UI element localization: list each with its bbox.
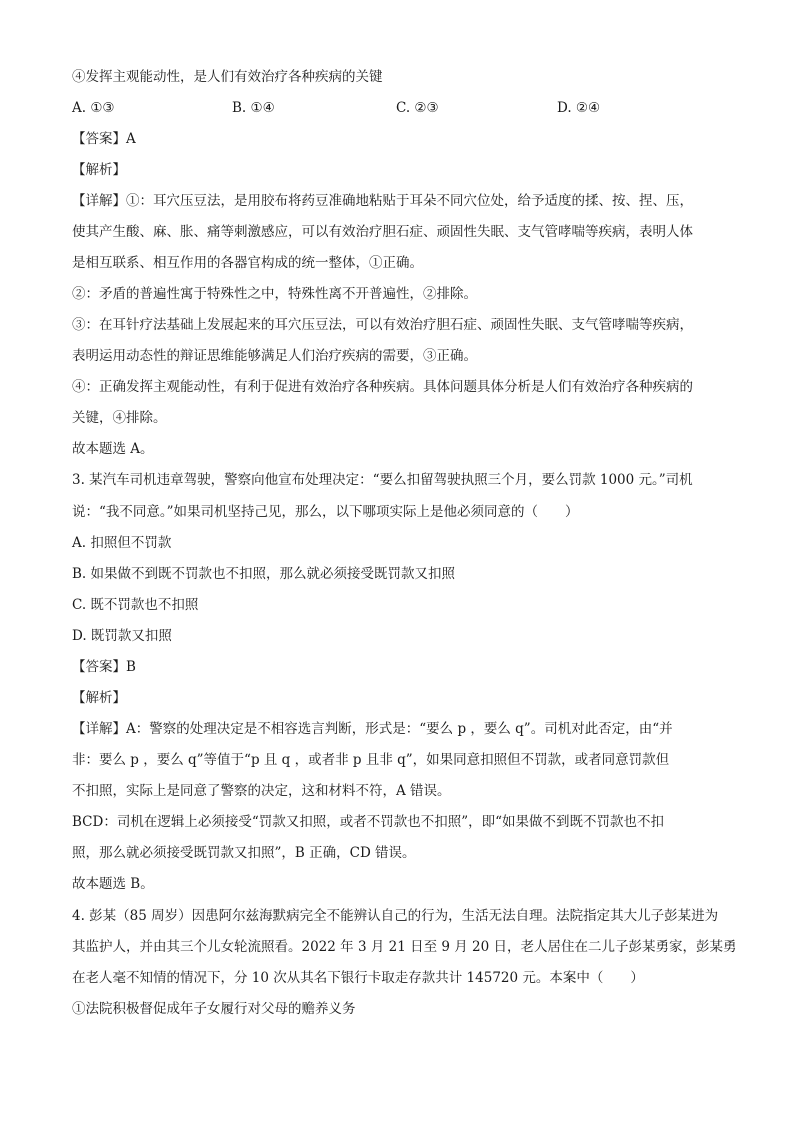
q4-item-1: ①法院积极督促成年子女履行对父母的赡养义务 [72,1001,356,1017]
q2-detail-line: ④：正确发挥主观能动性，有利于促进有效治疗各种疾病。具体问题具体分析是人们有效治疗各种疾病的 [72,379,693,395]
q3-answer: 【答案】B [72,659,136,675]
q3-option-a: A. 扣照但不罚款 [72,535,172,551]
q2-option-b: B. ①④ [232,100,275,116]
q2-detail-line: 表明运用动态性的辩证思维能够满足人们治疗疾病的需要，③正确。 [72,348,477,364]
q2-answer: 【答案】A [72,131,136,147]
q2-detail-line: 关键，④排除。 [72,410,167,426]
q2-conclusion: 故本题选 A。 [72,441,154,457]
q3-stem-line: 说：“我不同意。”如果司机坚持己见，那么，以下哪项实际上是他必须同意的（ ） [72,504,579,520]
q4-stem-line: 在老人毫不知情的情况下，分 10 次从其名下银行卡取走存款共计 145720 元。本案中（ ） [72,970,644,986]
q3-detail-line: 非：要么 p ，要么 q”等值于“p 且 q ，或者非 p 且非 q”，如果同意扣照但不罚款，或者同意罚款但 [72,752,670,768]
q2-detail-line: ③：在耳针疗法基础上发展起来的耳穴压豆法，可以有效治疗胆石症、顽固性失眠、支气管哮喘等疾病， [72,317,693,333]
q2-detail-line: ②：矛盾的普遍性寓于特殊性之中，特殊性离不开普遍性，②排除。 [72,286,477,302]
q4-stem-line: 其监护人，并由其三个儿女轮流照看。2022 年 3 月 21 日至 9 月 20 日，老人居住在二儿子彭某勇家，彭某勇 [72,939,737,955]
q2-option-a: A. ①③ [72,100,115,116]
q2-item-4: ④发挥主观能动性，是人们有效治疗各种疾病的关键 [72,69,383,85]
q3-stem-line: 3. 某汽车司机违章驾驶，警察向他宣布处理决定：“要么扣留驾驶执照三个月，要么罚款 1000 元。”司机 [72,472,693,488]
q2-detail-line: 是相互联系、相互作用的各器官构成的统一整体，①正确。 [72,255,423,271]
q2-option-c: C. ②③ [396,100,439,116]
q3-detail-line: 【详解】A：警察的处理决定是不相容选言判断，形式是：“要么 p ，要么 q”。司机对此否定，由“并 [72,721,673,737]
q2-analysis-label: 【解析】 [72,162,126,178]
q2-detail-line: 【详解】①：耳穴压豆法，是用胶布将药豆准确地粘贴于耳朵不同穴位处，给予适度的揉、按、捏、压， [72,193,693,209]
q3-conclusion: 故本题选 B。 [72,876,154,892]
q2-option-d: D. ②④ [557,100,601,116]
q3-detail-line: 不扣照，实际上是同意了警察的决定，这和材料不符，A 错误。 [72,783,451,799]
q2-detail-line: 使其产生酸、麻、胀、痛等刺激感应，可以有效治疗胆石症、顽固性失眠、支气管哮喘等疾病，表明人体 [72,224,693,240]
q3-option-b: B. 如果做不到既不罚款也不扣照，那么就必须接受既罚款又扣照 [72,566,456,582]
q3-option-c: C. 既不罚款也不扣照 [72,597,199,613]
q3-option-d: D. 既罚款又扣照 [72,628,172,644]
q3-detail-line: BCD：司机在逻辑上必须接受“罚款又扣照，或者不罚款也不扣照”，即“如果做不到既不罚款也不扣 [72,814,665,830]
q3-detail-line: 照，那么就必须接受既罚款又扣照”，B 正确，CD 错误。 [72,845,416,861]
q3-analysis-label: 【解析】 [72,690,126,706]
q4-stem-line: 4. 彭某（85 周岁）因患阿尔兹海默病完全不能辨认自己的行为，生活无法自理。法院指定其大儿子彭某进为 [72,908,719,924]
